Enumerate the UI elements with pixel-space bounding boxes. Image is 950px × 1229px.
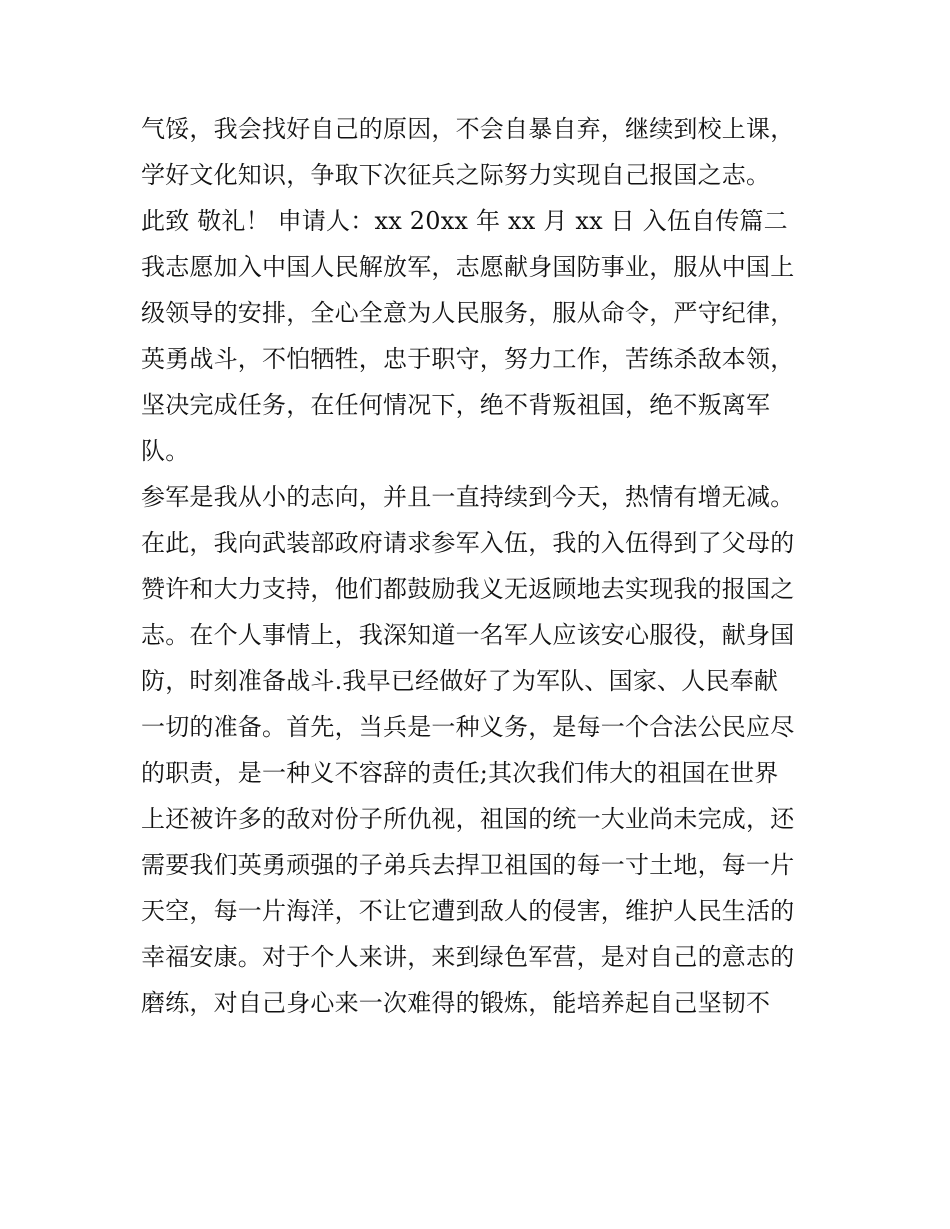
- text-line: 防，时刻准备战斗.我早已经做好了为军队、国家、人民奉献: [141, 667, 779, 695]
- text-line: 队。: [141, 437, 190, 465]
- text-line: 级领导的安排，全心全意为人民服务，服从命令，严守纪律，: [141, 299, 795, 327]
- text-line: 参军是我从小的志向，并且一直持续到今天，热情有增无减。: [141, 483, 795, 511]
- text-line: 上还被许多的敌对份子所仇视，祖国的统一大业尚未完成，还: [141, 805, 795, 833]
- text-line: 英勇战斗，不怕牺牲，忠于职守，努力工作，苦练杀敌本领，: [141, 345, 795, 373]
- text-line: 志。在个人事情上，我深知道一名军人应该安心服役，献身国: [141, 621, 795, 649]
- text-line: 的职责，是一种义不容辞的责任;其次我们伟大的祖国在世界: [141, 759, 779, 787]
- text-line: 赞许和大力支持，他们都鼓励我义无返顾地去实现我的报国之: [141, 575, 795, 603]
- text-line: 我志愿加入中国人民解放军，志愿献身国防事业，服从中国上: [141, 253, 795, 281]
- text-line: 天空，每一片海洋，不让它遭到敌人的侵害，维护人民生活的: [141, 897, 795, 925]
- body-text: [141, 106, 821, 1026]
- text-line: 坚决完成任务，在任何情况下，绝不背叛祖国，绝不叛离军: [141, 391, 771, 419]
- text-line: 需要我们英勇顽强的子弟兵去捍卫祖国的每一寸土地，每一片: [141, 851, 795, 879]
- text-line: 幸福安康。对于个人来讲，来到绿色军营，是对自己的意志的: [141, 943, 795, 971]
- text-line: 学好文化知识，争取下次征兵之际努力实现自己报国之志。: [141, 161, 771, 189]
- text-line: 一切的准备。首先，当兵是一种义务，是每一个合法公民应尽: [141, 713, 795, 741]
- text-line: 气馁，我会找好自己的原因，不会自暴自弃，继续到校上课，: [141, 115, 795, 143]
- text-line: 磨练，对自己身心来一次难得的锻炼，能培养起自己坚韧不: [141, 989, 771, 1017]
- text-line: 此致 敬礼！ 申请人：xx 20xx 年 xx 月 xx 日 入伍自传篇二: [141, 207, 788, 235]
- text-line: 在此，我向武装部政府请求参军入伍，我的入伍得到了父母的: [141, 529, 795, 557]
